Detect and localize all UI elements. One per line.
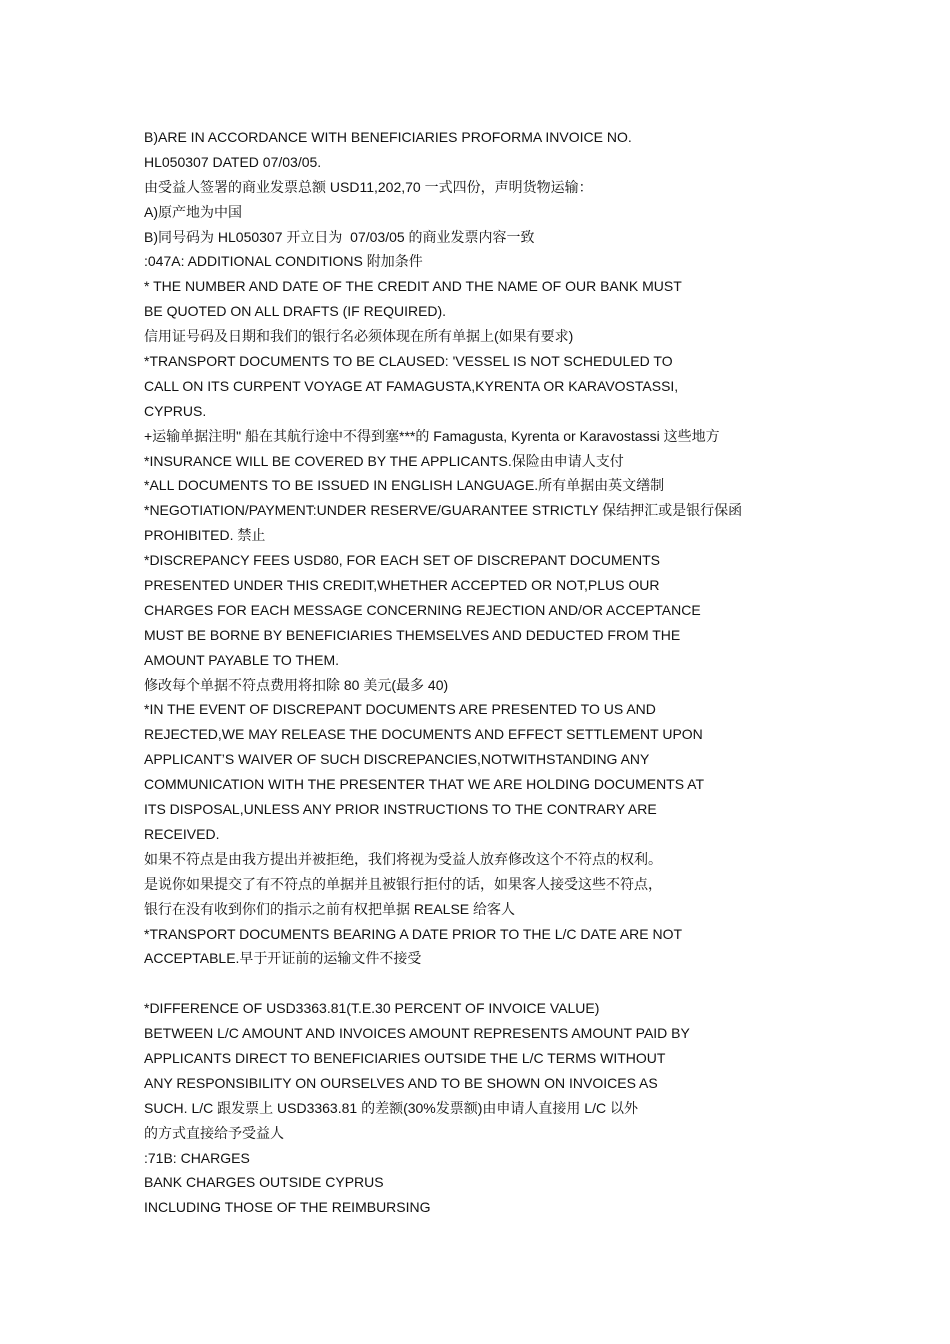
text-line: PRESENTED UNDER THIS CREDIT,WHETHER ACCEPTED OR NOT,PLUS OUR <box>144 577 660 594</box>
text-line: COMMUNICATION WITH THE PRESENTER THAT WE ARE HOLDING DOCUMENTS AT <box>144 776 705 793</box>
text-line: 银行在没有收到你们的指示之前有权把单据 REALSE 给客人 <box>144 900 516 917</box>
text-line: *TRANSPORT DOCUMENTS TO BE CLAUSED: 'VESSEL IS NOT SCHEDULED TO <box>144 353 673 370</box>
text-line: 修改每个单据不符点费用将扣除 80 美元(最多 40) <box>144 676 449 693</box>
text-line: AMOUNT PAYABLE TO THEM. <box>144 651 340 668</box>
text-line: *NEGOTIATION/PAYMENT:UNDER RESERVE/GUARANTEE STRICTLY 保结押汇或是银行保函 <box>144 502 743 519</box>
text-line: ITS DISPOSAL,UNLESS ANY PRIOR INSTRUCTIONS TO THE CONTRARY ARE <box>144 801 657 818</box>
document-body <box>144 125 844 1220</box>
text-line: RECEIVED. <box>144 825 220 842</box>
text-line: B)同号码为 HL050307 开立日为 07/03/05 的商业发票内容一致 <box>144 228 535 245</box>
text-line: 由受益人签署的商业发票总额 USD11,202,70 一式四份，声明货物运输： <box>144 178 593 195</box>
text-line: BETWEEN L/C AMOUNT AND INVOICES AMOUNT REPRESENTS AMOUNT PAID BY <box>144 1025 690 1042</box>
text-line: * THE NUMBER AND DATE OF THE CREDIT AND THE NAME OF OUR BANK MUST <box>144 278 682 295</box>
text-line: PROHIBITED. 禁止 <box>144 527 266 544</box>
text-line: *DISCREPANCY FEES USD80, FOR EACH SET OF DISCREPANT DOCUMENTS <box>144 552 661 569</box>
text-line: *ALL DOCUMENTS TO BE ISSUED IN ENGLISH LANGUAGE.所有单据由英文缮制 <box>144 477 665 494</box>
text-line: BE QUOTED ON ALL DRAFTS (IF REQUIRED). <box>144 303 447 320</box>
text-line: *IN THE EVENT OF DISCREPANT DOCUMENTS ARE PRESENTED TO US AND <box>144 701 656 718</box>
text-line: *INSURANCE WILL BE COVERED BY THE APPLICANTS.保险由申请人支付 <box>144 452 624 469</box>
text-line: REJECTED,WE MAY RELEASE THE DOCUMENTS AND EFFECT SETTLEMENT UPON <box>144 726 703 743</box>
text-line: SUCH. L/C 跟发票上 USD3363.81 的差额(30%发票额)由申请人直接用 L/C 以外 <box>144 1099 638 1116</box>
text-line: :047A: ADDITIONAL CONDITIONS 附加条件 <box>144 253 423 270</box>
text-line: +运输单据注明" 船在其航行途中不得到塞***的 Famagusta, Kyrenta or Karavostassi 这些地方 <box>144 427 720 444</box>
text-line: CHARGES FOR EACH MESSAGE CONCERNING REJECTION AND/OR ACCEPTANCE <box>144 601 701 618</box>
text-line: *TRANSPORT DOCUMENTS BEARING A DATE PRIOR TO THE L/C DATE ARE NOT <box>144 925 683 942</box>
text-line: :71B: CHARGES <box>144 1149 250 1166</box>
text-line: APPLICANT’S WAIVER OF SUCH DISCREPANCIES,NOTWITHSTANDING ANY <box>144 751 650 768</box>
text-line: INCLUDING THOSE OF THE REIMBURSING <box>144 1199 431 1216</box>
text-line: ANY RESPONSIBILITY ON OURSELVES AND TO BE SHOWN ON INVOICES AS <box>144 1074 658 1091</box>
text-line: BANK CHARGES OUTSIDE CYPRUS <box>144 1174 384 1191</box>
text-line: 如果不符点是由我方提出并被拒绝，我们将视为受益人放弃修改这个不符点的权利。 <box>144 850 662 867</box>
text-line: 是说你如果提交了有不符点的单据并且被银行拒付的话，如果客人接受这些不符点， <box>144 875 662 892</box>
text-line: CALL ON ITS CURPENT VOYAGE AT FAMAGUSTA,KYRENTA OR KARAVOSTASSI, <box>144 377 679 394</box>
text-line: APPLICANTS DIRECT TO BENEFICIARIES OUTSIDE THE L/C TERMS WITHOUT <box>144 1049 666 1066</box>
text-line: B)ARE IN ACCORDANCE WITH BENEFICIARIES PROFORMA INVOICE NO. <box>144 129 632 145</box>
text-line: A)原产地为中国 <box>144 203 242 220</box>
text-line: ACCEPTABLE.早于开证前的运输文件不接受 <box>144 950 422 967</box>
blank-line <box>144 971 844 996</box>
text-line: MUST BE BORNE BY BENEFICIARIES THEMSELVES AND DEDUCTED FROM THE <box>144 626 681 643</box>
text-line: 的方式直接给予受益人 <box>144 1124 284 1141</box>
text-line: HL050307 DATED 07/03/05. <box>144 153 322 170</box>
text-line: 信用证号码及日期和我们的银行名必须体现在所有单据上(如果有要求) <box>144 328 574 345</box>
text-line: CYPRUS. <box>144 402 207 419</box>
text-line: *DIFFERENCE OF USD3363.81(T.E.30 PERCENT OF INVOICE VALUE) <box>144 1000 600 1017</box>
